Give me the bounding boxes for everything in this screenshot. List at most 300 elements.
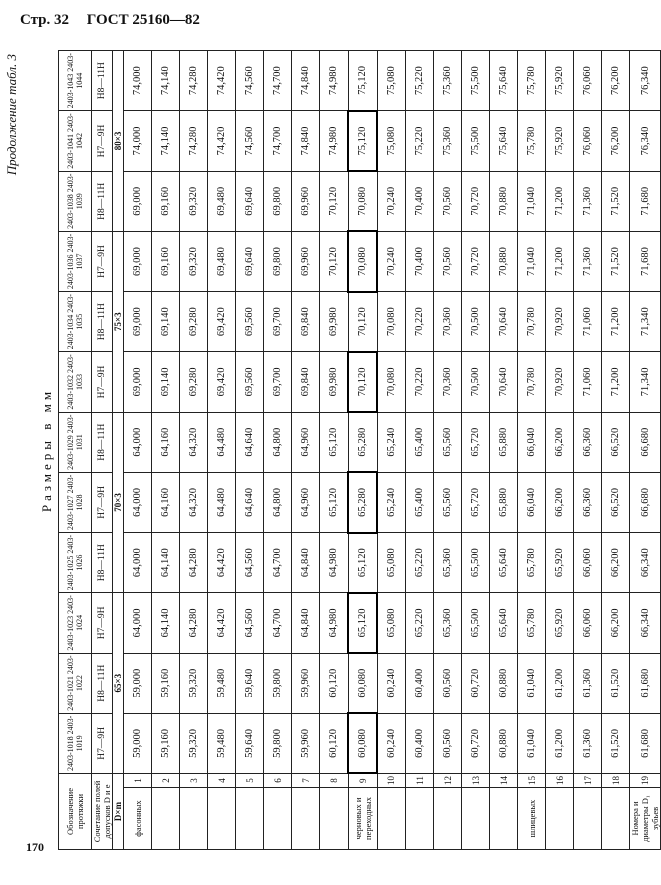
value-cell: 59,960: [292, 653, 320, 713]
value-cell: 70,080: [377, 292, 406, 352]
side-cell: [434, 788, 462, 850]
side-cell: [462, 788, 490, 850]
col-tol: H8—11H: [92, 653, 113, 713]
value-cell: 59,800: [264, 653, 292, 713]
row-index: 3: [180, 773, 208, 787]
value-cell: 74,280: [180, 51, 208, 111]
side-cell: [264, 788, 292, 850]
value-cell: 64,480: [208, 412, 236, 472]
value-cell: 64,560: [236, 593, 264, 653]
value-cell: 65,880: [490, 412, 518, 472]
value-cell: 61,360: [574, 653, 602, 713]
value-cell: 65,780: [518, 593, 546, 653]
table-row: [434, 51, 462, 850]
value-cell: 66,360: [574, 472, 602, 532]
value-cell: 71,040: [518, 171, 546, 231]
value-cell: 65,500: [462, 593, 490, 653]
side-cell: [208, 788, 236, 850]
value-cell: 76,340: [630, 51, 661, 111]
page-number: 170: [26, 840, 44, 854]
row-index: 10: [377, 773, 406, 787]
value-cell: 71,060: [574, 292, 602, 352]
value-cell: 65,880: [490, 472, 518, 532]
value-cell: 75,220: [406, 111, 434, 171]
value-cell: 74,840: [292, 111, 320, 171]
value-cell: 75,780: [518, 51, 546, 111]
value-cell: 71,680: [630, 231, 661, 291]
value-cell: 65,400: [406, 472, 434, 532]
col-tol: H7—9H: [92, 231, 113, 291]
value-cell: 69,840: [292, 292, 320, 352]
side-cell: [320, 788, 349, 850]
value-cell: 69,700: [264, 352, 292, 412]
value-cell: 74,420: [208, 111, 236, 171]
value-cell: 61,040: [518, 653, 546, 713]
value-cell: 69,420: [208, 352, 236, 412]
value-cell: 65,780: [518, 533, 546, 593]
col-tol: H8—11H: [92, 51, 113, 111]
col-code: 2403-1029 2403-1031: [59, 412, 92, 472]
value-cell: 60,400: [406, 713, 434, 773]
col-code: 2403-1023 2403-1024: [59, 593, 92, 653]
col-code: 2403-1032 2403-1033: [59, 352, 92, 412]
value-cell: 59,320: [180, 653, 208, 713]
value-cell: 59,160: [152, 653, 180, 713]
value-cell: 61,520: [602, 653, 630, 713]
value-cell: 74,560: [236, 111, 264, 171]
value-cell: 69,160: [152, 171, 180, 231]
row-index: 18: [602, 773, 630, 787]
value-cell: 64,420: [208, 533, 236, 593]
value-cell: 66,520: [602, 472, 630, 532]
value-cell: 70,880: [490, 171, 518, 231]
value-cell: 70,120: [320, 231, 349, 291]
value-cell: 70,500: [462, 292, 490, 352]
col-tol: H8—11H: [92, 533, 113, 593]
side-cell: [574, 788, 602, 850]
value-cell: 76,060: [574, 51, 602, 111]
value-cell: 60,720: [462, 713, 490, 773]
value-cell: 70,120: [348, 352, 377, 412]
value-cell: 75,500: [462, 51, 490, 111]
table-row: [264, 51, 292, 850]
value-cell: 64,800: [264, 412, 292, 472]
value-cell: 75,080: [377, 111, 406, 171]
value-cell: 64,960: [292, 472, 320, 532]
value-cell: 71,360: [574, 171, 602, 231]
col-tol: H8—11H: [92, 292, 113, 352]
value-cell: 69,840: [292, 352, 320, 412]
table-row: [406, 51, 434, 850]
value-cell: 59,640: [236, 713, 264, 773]
value-cell: 71,040: [518, 231, 546, 291]
value-cell: 65,640: [490, 593, 518, 653]
row-index: 16: [546, 773, 574, 787]
table-row: [574, 51, 602, 850]
value-cell: 65,560: [434, 412, 462, 472]
value-cell: 74,140: [152, 111, 180, 171]
dimensions-title: Размеры в мм: [39, 387, 54, 513]
value-cell: 64,160: [152, 412, 180, 472]
group-70: 70×3: [113, 412, 124, 593]
table-row: [490, 51, 518, 850]
row-index: 14: [490, 773, 518, 787]
value-cell: 69,000: [124, 231, 152, 291]
side-cell: [292, 788, 320, 850]
value-cell: 70,560: [434, 171, 462, 231]
value-cell: 74,560: [236, 51, 264, 111]
col-code: 2403-1043 2403-1044: [59, 51, 92, 111]
value-cell: 75,120: [348, 111, 377, 171]
value-cell: 69,320: [180, 231, 208, 291]
value-cell: 61,200: [546, 713, 574, 773]
value-cell: 70,360: [434, 352, 462, 412]
value-cell: 69,480: [208, 231, 236, 291]
value-cell: 61,040: [518, 713, 546, 773]
value-cell: 69,280: [180, 292, 208, 352]
value-cell: 64,280: [180, 593, 208, 653]
dxm-label: D×m: [113, 773, 124, 849]
value-cell: 66,060: [574, 593, 602, 653]
table-caption: Продолжение табл. 3: [4, 54, 19, 176]
value-cell: 64,640: [236, 412, 264, 472]
table-row: [518, 51, 546, 850]
value-cell: 59,480: [208, 653, 236, 713]
value-cell: 59,000: [124, 713, 152, 773]
row-index: 6: [264, 773, 292, 787]
value-cell: 64,000: [124, 593, 152, 653]
table-row: [320, 51, 349, 850]
value-cell: 69,160: [152, 231, 180, 291]
row-index: 11: [406, 773, 434, 787]
value-cell: 70,720: [462, 231, 490, 291]
side-cell: [490, 788, 518, 850]
table-row: [546, 51, 574, 850]
side-cell: [406, 788, 434, 850]
value-cell: 59,000: [124, 653, 152, 713]
value-cell: 59,320: [180, 713, 208, 773]
col-tol: H7—9H: [92, 352, 113, 412]
value-cell: 66,340: [630, 593, 661, 653]
value-cell: 64,140: [152, 593, 180, 653]
value-cell: 69,320: [180, 171, 208, 231]
table-body: [124, 51, 661, 850]
value-cell: 60,400: [406, 653, 434, 713]
value-cell: 66,040: [518, 412, 546, 472]
value-cell: 75,640: [490, 51, 518, 111]
value-cell: 64,840: [292, 593, 320, 653]
value-cell: 74,980: [320, 51, 349, 111]
group-80: 80×3: [113, 51, 124, 232]
col-tol: H7—9H: [92, 713, 113, 773]
row-index: 5: [236, 773, 264, 787]
side-cell: фасонных: [124, 788, 152, 850]
value-cell: 61,360: [574, 713, 602, 773]
row-index: 8: [320, 773, 349, 787]
value-cell: 71,340: [630, 292, 661, 352]
value-cell: 70,560: [434, 231, 462, 291]
row-index: 2: [152, 773, 180, 787]
value-cell: 64,000: [124, 533, 152, 593]
value-cell: 65,360: [434, 533, 462, 593]
value-cell: 70,500: [462, 352, 490, 412]
value-cell: 70,080: [348, 171, 377, 231]
value-cell: 65,640: [490, 533, 518, 593]
value-cell: 71,520: [602, 231, 630, 291]
value-cell: 66,200: [546, 412, 574, 472]
value-cell: 65,220: [406, 593, 434, 653]
value-cell: 69,480: [208, 171, 236, 231]
value-cell: 71,200: [602, 352, 630, 412]
value-cell: 65,920: [546, 533, 574, 593]
value-cell: 75,640: [490, 111, 518, 171]
value-cell: 69,980: [320, 292, 349, 352]
value-cell: 74,700: [264, 51, 292, 111]
value-cell: 69,140: [152, 352, 180, 412]
page-label: Стр. 32: [20, 12, 70, 28]
value-cell: 75,920: [546, 51, 574, 111]
col-code: 2403-1036 2403-1037: [59, 231, 92, 291]
standard-number: ГОСТ 25160—82: [86, 12, 200, 28]
value-cell: 59,160: [152, 713, 180, 773]
value-cell: 75,120: [348, 51, 377, 111]
value-cell: 74,000: [124, 111, 152, 171]
col-code: 2403-1034 2403-1035: [59, 292, 92, 352]
row-index: 13: [462, 773, 490, 787]
value-cell: 66,200: [546, 472, 574, 532]
value-cell: 65,240: [377, 412, 406, 472]
value-cell: 65,280: [348, 472, 377, 532]
table-row: [348, 51, 377, 850]
col-code: 2403-1041 2403-1042: [59, 111, 92, 171]
table-row: [462, 51, 490, 850]
value-cell: 60,120: [320, 653, 349, 713]
value-cell: 65,120: [320, 412, 349, 472]
value-cell: 60,880: [490, 713, 518, 773]
table-row: [236, 51, 264, 850]
value-cell: 64,000: [124, 412, 152, 472]
value-cell: 71,680: [630, 171, 661, 231]
value-cell: 65,280: [348, 412, 377, 472]
value-cell: 69,800: [264, 231, 292, 291]
value-cell: 65,720: [462, 412, 490, 472]
row-index: 15: [518, 773, 546, 787]
value-cell: 65,500: [462, 533, 490, 593]
value-cell: 65,080: [377, 593, 406, 653]
value-cell: 59,960: [292, 713, 320, 773]
value-cell: 75,920: [546, 111, 574, 171]
value-cell: 69,000: [124, 292, 152, 352]
value-cell: 66,060: [574, 533, 602, 593]
value-cell: 60,880: [490, 653, 518, 713]
value-cell: 76,200: [602, 51, 630, 111]
value-cell: 70,400: [406, 171, 434, 231]
table-row: [602, 51, 630, 850]
table-row: [292, 51, 320, 850]
value-cell: 70,920: [546, 352, 574, 412]
value-cell: 76,200: [602, 111, 630, 171]
side-cell: [152, 788, 180, 850]
value-cell: 64,140: [152, 533, 180, 593]
value-cell: 70,080: [348, 231, 377, 291]
value-cell: 64,560: [236, 533, 264, 593]
value-cell: 65,080: [377, 533, 406, 593]
table-row: [124, 51, 152, 850]
group-75: 75×3: [113, 231, 124, 412]
row-index: 19: [630, 773, 661, 787]
value-cell: 64,480: [208, 472, 236, 532]
row-index: 4: [208, 773, 236, 787]
value-cell: 64,840: [292, 533, 320, 593]
value-cell: 64,980: [320, 533, 349, 593]
value-cell: 66,680: [630, 412, 661, 472]
value-cell: 70,220: [406, 292, 434, 352]
value-cell: 74,840: [292, 51, 320, 111]
value-cell: 64,320: [180, 412, 208, 472]
value-cell: 71,520: [602, 171, 630, 231]
row-index: 1: [124, 773, 152, 787]
row-index: 7: [292, 773, 320, 787]
side-cell: [602, 788, 630, 850]
value-cell: 69,140: [152, 292, 180, 352]
value-cell: 66,040: [518, 472, 546, 532]
col-tol: H7—9H: [92, 472, 113, 532]
value-cell: 70,120: [320, 171, 349, 231]
side-cell: [546, 788, 574, 850]
value-cell: 71,060: [574, 352, 602, 412]
table-row: [208, 51, 236, 850]
side-cell: Номера и диаметры D₁ зубьев: [630, 788, 661, 850]
col-tol: H7—9H: [92, 593, 113, 653]
value-cell: 64,280: [180, 533, 208, 593]
value-cell: 66,360: [574, 412, 602, 472]
value-cell: 65,120: [348, 593, 377, 653]
value-cell: 71,200: [546, 231, 574, 291]
value-cell: 75,500: [462, 111, 490, 171]
value-cell: 59,640: [236, 653, 264, 713]
value-cell: 66,680: [630, 472, 661, 532]
tolerance-label: Сочетание полей допусков D и e: [92, 773, 113, 849]
col-code: 2403-1027 2403-1028: [59, 472, 92, 532]
value-cell: 65,720: [462, 472, 490, 532]
value-cell: 59,800: [264, 713, 292, 773]
value-cell: 65,360: [434, 593, 462, 653]
value-cell: 70,240: [377, 231, 406, 291]
value-cell: 75,080: [377, 51, 406, 111]
side-cell: черновых и переходных: [348, 788, 377, 850]
value-cell: 70,400: [406, 231, 434, 291]
table-row: [180, 51, 208, 850]
value-cell: 66,200: [602, 533, 630, 593]
value-cell: 61,680: [630, 653, 661, 713]
value-cell: 70,240: [377, 171, 406, 231]
value-cell: 61,520: [602, 713, 630, 773]
value-cell: 75,360: [434, 51, 462, 111]
value-cell: 70,360: [434, 292, 462, 352]
value-cell: 74,000: [124, 51, 152, 111]
value-cell: 60,080: [348, 713, 377, 773]
side-cell: шлицевых: [518, 788, 546, 850]
value-cell: 74,420: [208, 51, 236, 111]
value-cell: 76,060: [574, 111, 602, 171]
row-index: 17: [574, 773, 602, 787]
value-cell: 75,220: [406, 51, 434, 111]
value-cell: 74,980: [320, 111, 349, 171]
col-code: 2403-1018 2403-1019: [59, 713, 92, 773]
col-tol: H8—11H: [92, 412, 113, 472]
value-cell: 64,320: [180, 472, 208, 532]
value-cell: 71,200: [602, 292, 630, 352]
value-cell: 65,560: [434, 472, 462, 532]
value-cell: 70,640: [490, 352, 518, 412]
value-cell: 64,160: [152, 472, 180, 532]
page-header: [20, 12, 214, 29]
col-code: 2403-1021 2403-1022: [59, 653, 92, 713]
value-cell: 70,720: [462, 171, 490, 231]
value-cell: 69,640: [236, 231, 264, 291]
row-index: 9: [348, 773, 377, 787]
value-cell: 69,560: [236, 352, 264, 412]
value-cell: 69,640: [236, 171, 264, 231]
value-cell: 65,120: [348, 533, 377, 593]
value-cell: 70,780: [518, 352, 546, 412]
value-cell: 61,680: [630, 713, 661, 773]
value-cell: 69,960: [292, 231, 320, 291]
value-cell: 64,700: [264, 533, 292, 593]
value-cell: 75,360: [434, 111, 462, 171]
value-cell: 69,000: [124, 171, 152, 231]
protyazhka-label: Обозначение протяжки: [59, 773, 92, 849]
value-cell: 64,960: [292, 412, 320, 472]
value-cell: 66,520: [602, 412, 630, 472]
side-cell: [180, 788, 208, 850]
value-cell: 66,340: [630, 533, 661, 593]
value-cell: 69,980: [320, 352, 349, 412]
dimensions-table: [58, 50, 661, 850]
row-index: 12: [434, 773, 462, 787]
value-cell: 65,220: [406, 533, 434, 593]
value-cell: 69,800: [264, 171, 292, 231]
value-cell: 69,700: [264, 292, 292, 352]
value-cell: 69,280: [180, 352, 208, 412]
value-cell: 69,420: [208, 292, 236, 352]
col-code: 2403-1025 2403-1026: [59, 533, 92, 593]
table-row: [377, 51, 406, 850]
value-cell: 64,800: [264, 472, 292, 532]
value-cell: 60,120: [320, 713, 349, 773]
value-cell: 60,560: [434, 713, 462, 773]
value-cell: 74,140: [152, 51, 180, 111]
value-cell: 64,700: [264, 593, 292, 653]
value-cell: 65,120: [320, 472, 349, 532]
value-cell: 74,280: [180, 111, 208, 171]
value-cell: 64,980: [320, 593, 349, 653]
table-row: [630, 51, 661, 850]
value-cell: 65,920: [546, 593, 574, 653]
value-cell: 70,120: [348, 292, 377, 352]
value-cell: 70,880: [490, 231, 518, 291]
value-cell: 60,560: [434, 653, 462, 713]
value-cell: 64,640: [236, 472, 264, 532]
value-cell: 70,640: [490, 292, 518, 352]
value-cell: 69,000: [124, 352, 152, 412]
value-cell: 74,700: [264, 111, 292, 171]
value-cell: 60,720: [462, 653, 490, 713]
side-cell: [377, 788, 406, 850]
col-code: 2403-1038 2403-1039: [59, 171, 92, 231]
group-65: 65×3: [113, 593, 124, 774]
value-cell: 70,220: [406, 352, 434, 412]
